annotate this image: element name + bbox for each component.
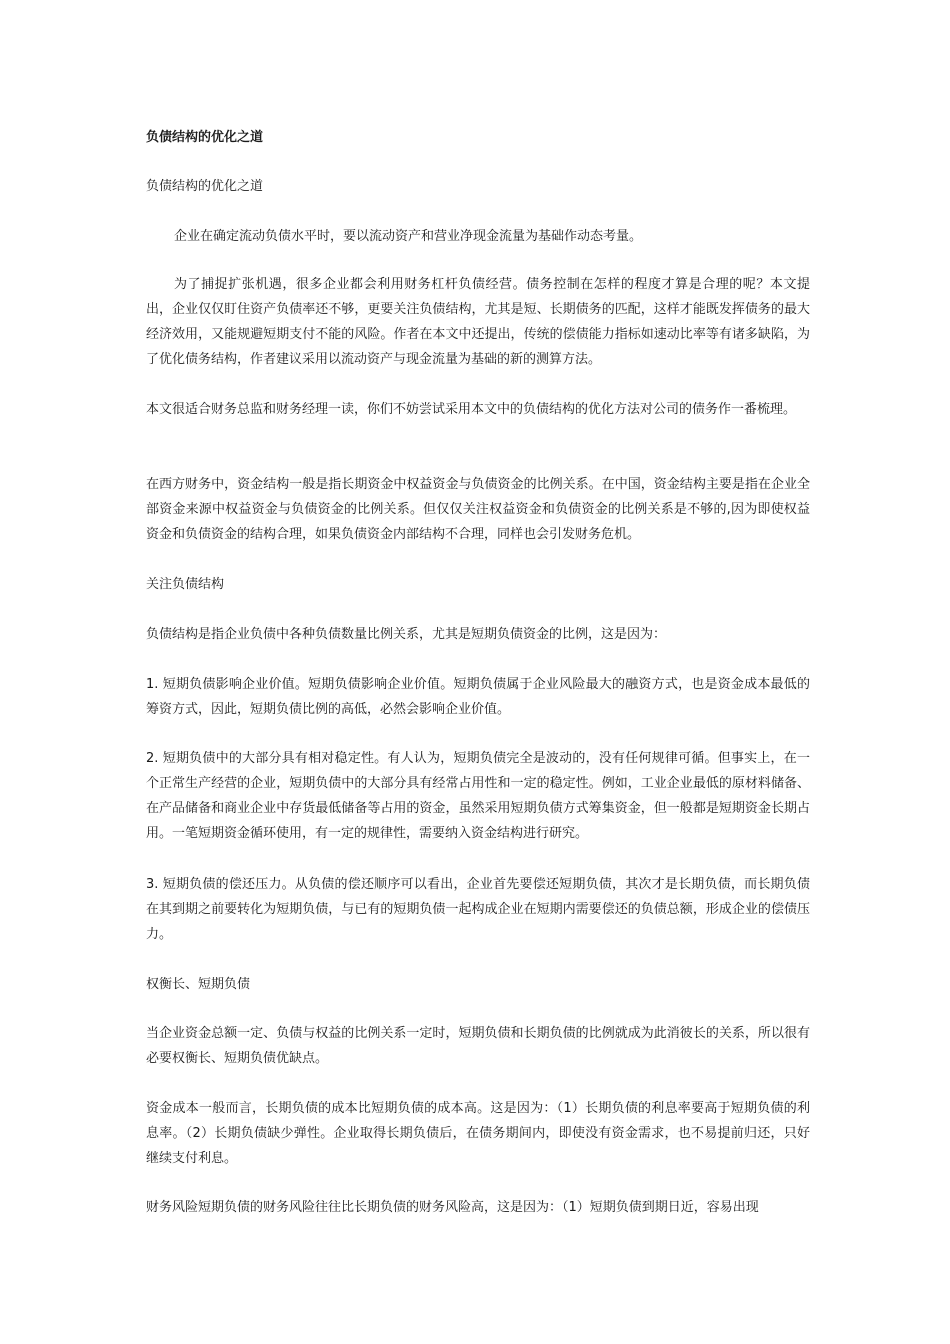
capital-cost-paragraph: 资金成本一般而言，长期负债的成本比短期负债的成本高。这是因为：（1）长期负债的利息率要高于短期负债的利息率。（2）长期负债缺少弹性。企业取得长期负债后，在债务期间内，即使没有资金需求，也不易提前归还，只好继续支付利息。 xyxy=(146,1101,810,1166)
capital-structure-paragraph: 在西方财务中，资金结构一般是指长期资金中权益资金与负债资金的比例关系。在中国，资金结构主要是指在企业全部资金来源中权益资金与负债资金的比例关系。但仅仅关注权益资金和负债资金的比例关系是不够的,因为即使权益资金和负债资金的结构合理，如果负债资金内部结构不合理，同样也会引发财务危机。 xyxy=(146,477,810,542)
document-title: 负债结构的优化之道 xyxy=(146,130,264,145)
section-heading-debt-structure: 关注负债结构 xyxy=(146,577,225,592)
financial-risk-paragraph: 财务风险短期负债的财务风险往往比长期负债的财务风险高，这是因为：（1）短期负债到期日近，容易出现 xyxy=(146,1200,759,1215)
debt-structure-definition-paragraph: 负债结构是指企业负债中各种负债数量比例关系，尤其是短期负债资金的比例，这是因为： xyxy=(146,627,667,642)
point-3-paragraph: 3. 短期负债的偿还压力。从负债的偿还顺序可以看出，企业首先要偿还短期负债，其次才是长期负债，而长期负债在其到期之前要转化为短期负债，与已有的短期负债一起构成企业在短期内需要偿还的负债总额，形成企业的偿债压力。 xyxy=(146,877,810,942)
reader-note-paragraph: 本文很适合财务总监和财务经理一读，你们不妨尝试采用本文中的负债结构的优化方法对公司的债务作一番梳理。 xyxy=(146,402,797,417)
section-heading-balance-debt: 权衡长、短期负债 xyxy=(146,977,251,992)
subtitle-paragraph: 负债结构的优化之道 xyxy=(146,179,264,194)
summary-paragraph: 企业在确定流动负债水平时，要以流动资产和营业净现金流量为基础作动态考量。 xyxy=(174,229,643,244)
point-2-paragraph: 2. 短期负债中的大部分具有相对稳定性。有人认为，短期负债完全是波动的，没有任何规律可循。但事实上，在一个正常生产经营的企业，短期负债中的大部分具有经常占用性和一定的稳定性。例如，工业企业最低的原材料储备、在产品储备和商业企业中存货最低储备等占用的资金，虽然采用短期负债方式筹集资金，但一般都是短期资金长期占用。一笔短期资金循环使用，有一定的规律性，需要纳入资金结构进行研究。 xyxy=(146,751,810,841)
point-1-paragraph: 1. 短期负债影响企业价值。短期负债影响企业价值。短期负债属于企业风险最大的融资方式，也是资金成本最低的筹资方式，因此，短期负债比例的高低，必然会影响企业价值。 xyxy=(146,677,810,717)
balance-debt-paragraph: 当企业资金总额一定、负债与权益的比例关系一定时，短期负债和长期负债的比例就成为此消彼长的关系，所以很有必要权衡长、短期负债优缺点。 xyxy=(146,1026,810,1066)
intro-paragraph: 为了捕捉扩张机遇，很多企业都会利用财务杠杆负债经营。债务控制在怎样的程度才算是合理的呢？本文提出，企业仅仅盯住资产负债率还不够，更要关注负债结构，尤其是短、长期债务的匹配，这样才能既发挥债务的最大经济效用，又能规避短期支付不能的风险。作者在本文中还提出，传统的偿债能力指标如速动比率等有诸多缺陷，为了优化债务结构，作者建议采用以流动资产与现金流量为基础的新的测算方法。 xyxy=(146,277,810,367)
